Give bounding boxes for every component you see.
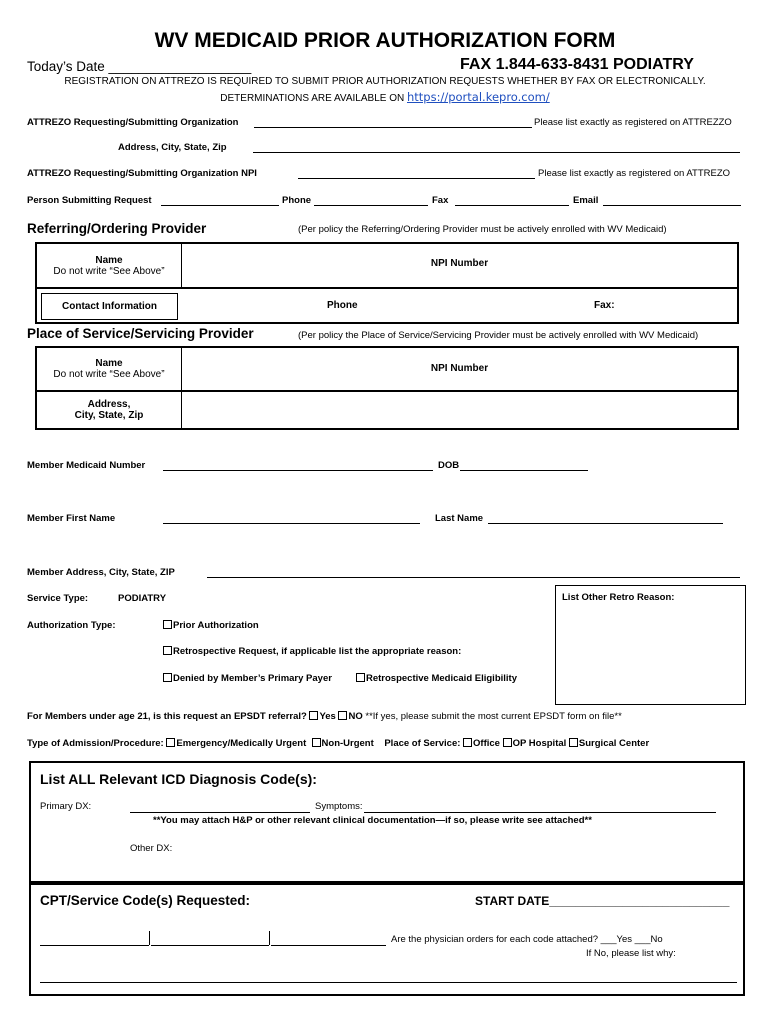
denied-primary-checkbox[interactable] xyxy=(163,673,172,682)
admission-label: Type of Admission/Procedure: xyxy=(27,738,164,749)
referring-policy: (Per policy the Referring/Ordering Provider must be actively enrolled with WV Medicaid) xyxy=(298,224,667,235)
person-field[interactable] xyxy=(161,205,279,206)
org-field[interactable] xyxy=(254,127,532,128)
epsdt-no-checkbox[interactable] xyxy=(338,711,347,720)
epsdt-yes-text: Yes xyxy=(319,711,336,722)
primary-dx-label: Primary DX: xyxy=(40,801,92,812)
start-date-label: START DATE___________________________ xyxy=(475,894,730,908)
symptoms-field[interactable] xyxy=(364,812,716,813)
retro-eligibility-option[interactable] xyxy=(356,673,517,684)
phone-field[interactable] xyxy=(314,205,428,206)
primary-dx-field[interactable] xyxy=(130,812,310,813)
retro-eligibility-text: Retrospective Medicaid Eligibility xyxy=(366,673,517,684)
retro-request-option[interactable] xyxy=(163,646,461,657)
surgical-center-text: Surgical Center xyxy=(578,738,650,749)
servicing-address-field[interactable] xyxy=(182,392,737,428)
referring-contact-label: Contact Information xyxy=(62,301,157,312)
servicing-name-hint: Do not write “See Above” xyxy=(53,369,165,380)
servicing-name-label: Name xyxy=(95,358,123,369)
icd-heading: List ALL Relevant ICD Diagnosis Code(s): xyxy=(40,771,317,787)
address-label: Address, City, State, Zip xyxy=(118,142,227,153)
icd-section xyxy=(29,761,745,883)
servicing-npi-label: NPI Number xyxy=(430,363,489,374)
symptoms-label: Symptoms: xyxy=(315,801,363,812)
non-urgent-text: Non-Urgent xyxy=(321,738,374,749)
portal-link[interactable]: https://portal.kepro.com/ xyxy=(407,90,550,104)
retro-request-checkbox[interactable] xyxy=(163,646,172,655)
cpt-code-field-3[interactable] xyxy=(271,945,386,946)
org-npi-label: ATTREZO Requesting/Submitting Organization NPI xyxy=(27,168,257,179)
cpt-divider-1 xyxy=(149,931,150,945)
registration-notice: REGISTRATION ON ATTREZO IS REQUIRED TO SUBMIT PRIOR AUTHORIZATION REQUESTS WHETHER BY FAX OR ELECTRONICALLY. xyxy=(64,76,706,87)
non-urgent-checkbox[interactable] xyxy=(312,738,321,747)
first-name-label: Member First Name xyxy=(27,513,116,524)
servicing-heading: Place of Service/Servicing Provider xyxy=(27,326,254,341)
prior-auth-text: Prior Authorization xyxy=(173,620,259,631)
cpt-section xyxy=(29,883,745,996)
member-medicaid-label: Member Medicaid Number xyxy=(27,460,146,471)
op-hospital-text: OP Hospital xyxy=(512,738,567,749)
dob-field[interactable] xyxy=(460,470,588,471)
referring-fax-label: Fax: xyxy=(594,300,615,311)
fax-number: FAX 1.844-633-8431 PODIATRY xyxy=(460,56,694,73)
fax-label: Fax xyxy=(432,195,449,206)
last-name-field[interactable] xyxy=(488,523,723,524)
person-label: Person Submitting Request xyxy=(27,195,152,206)
org-label: ATTREZO Requesting/Submitting Organization xyxy=(27,117,239,128)
epsdt-row xyxy=(27,711,622,722)
other-dx-label: Other DX: xyxy=(130,843,173,854)
servicing-policy: (Per policy the Place of Service/Servicing Provider must be actively enrolled with WV Medicaid) xyxy=(298,330,699,341)
prior-auth-checkbox[interactable] xyxy=(163,620,172,629)
referring-table xyxy=(35,242,739,324)
place-label: Place of Service: xyxy=(384,738,461,749)
auth-type-label: Authorization Type: xyxy=(27,620,116,631)
org-hint: Please list exactly as registered on ATTREZZO xyxy=(534,117,732,128)
office-checkbox[interactable] xyxy=(463,738,472,747)
determinations-notice xyxy=(0,90,770,104)
page-title: WV MEDICAID PRIOR AUTHORIZATION FORM xyxy=(154,29,616,52)
prior-auth-option[interactable] xyxy=(163,620,259,631)
org-npi-hint: Please list exactly as registered on ATTREZO xyxy=(538,168,731,179)
servicing-table xyxy=(35,346,739,430)
address-field[interactable] xyxy=(253,152,740,153)
servicing-address-label-1: Address, xyxy=(87,399,131,410)
servicing-name-field[interactable] xyxy=(182,348,737,392)
admission-row xyxy=(27,738,649,749)
first-name-field[interactable] xyxy=(163,523,420,524)
todays-date-label: Today’s Date ___________________ xyxy=(27,59,252,74)
org-npi-field[interactable] xyxy=(298,178,535,179)
retro-reason-box[interactable] xyxy=(555,585,746,705)
referring-name-hint: Do not write “See Above” xyxy=(53,265,165,277)
retro-reason-label: List Other Retro Reason: xyxy=(562,592,675,603)
emergency-text: Emergency/Medically Urgent xyxy=(176,738,307,749)
member-address-field[interactable] xyxy=(207,577,740,578)
cpt-heading: CPT/Service Code(s) Requested: xyxy=(40,893,251,908)
member-medicaid-field[interactable] xyxy=(163,470,433,471)
denied-primary-option[interactable] xyxy=(163,673,332,684)
service-type-value: PODIATRY xyxy=(118,593,167,604)
op-hospital-checkbox[interactable] xyxy=(503,738,512,747)
referring-heading: Referring/Ordering Provider xyxy=(27,221,207,236)
last-name-label: Last Name xyxy=(435,513,484,524)
referring-phone-label: Phone xyxy=(327,300,358,311)
reason-field[interactable] xyxy=(40,982,737,983)
surgical-center-checkbox[interactable] xyxy=(569,738,578,747)
epsdt-question: For Members under age 21, is this request an EPSDT referral? xyxy=(27,711,307,722)
referring-name-label-cell xyxy=(37,244,182,289)
service-type-label: Service Type: xyxy=(27,593,89,604)
cpt-code-field-2[interactable] xyxy=(151,945,269,946)
servicing-address-label-cell xyxy=(37,392,182,428)
referring-name-label: Name xyxy=(95,254,123,266)
servicing-name-label-cell xyxy=(37,348,182,392)
cpt-divider-2 xyxy=(269,931,270,945)
referring-contact-label-cell xyxy=(41,293,178,320)
cpt-code-field-1[interactable] xyxy=(40,945,149,946)
email-label: Email xyxy=(573,195,599,206)
epsdt-yes-checkbox[interactable] xyxy=(309,711,318,720)
determinations-text: DETERMINATIONS ARE AVAILABLE ON xyxy=(220,93,405,104)
retro-request-text: Retrospective Request, if applicable list the appropriate reason: xyxy=(173,646,462,657)
orders-question: Are the physician orders for each code attached? ___Yes ___No xyxy=(391,934,663,945)
dob-label: DOB xyxy=(438,460,460,471)
denied-primary-text: Denied by Member’s Primary Payer xyxy=(173,673,332,684)
phone-label: Phone xyxy=(282,195,312,206)
office-text: Office xyxy=(473,738,500,749)
if-no-label: If No, please list why: xyxy=(586,948,676,959)
referring-npi-label: NPI Number xyxy=(430,258,489,269)
servicing-address-label-2: City, State, Zip xyxy=(74,410,144,421)
retro-eligibility-checkbox[interactable] xyxy=(356,673,365,682)
epsdt-note: **If yes, please submit the most current EPSDT form on file** xyxy=(365,711,622,722)
icd-note: **You may attach H&P or other relevant clinical documentation—if so, please write see attached** xyxy=(153,815,592,826)
referring-name-field[interactable] xyxy=(182,244,737,289)
epsdt-no-text: NO xyxy=(348,711,363,722)
emergency-checkbox[interactable] xyxy=(166,738,175,747)
fax-field[interactable] xyxy=(455,205,569,206)
email-field[interactable] xyxy=(603,205,741,206)
member-address-label: Member Address, City, State, ZIP xyxy=(27,567,175,578)
